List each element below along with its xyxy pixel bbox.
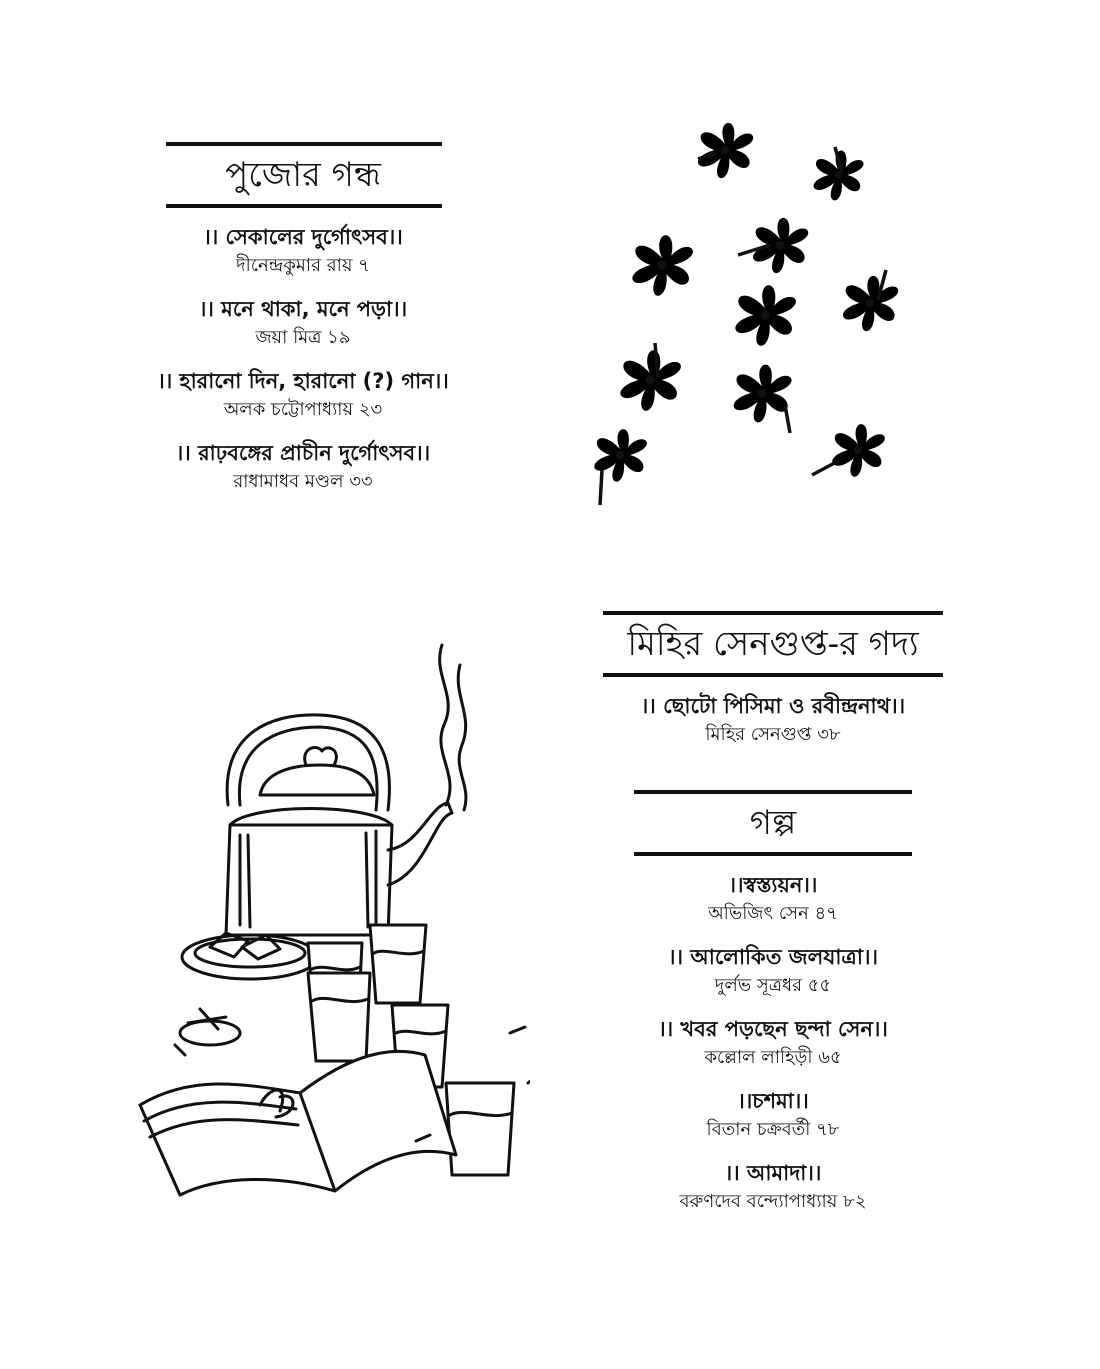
title-rule-bottom (603, 673, 943, 677)
toc-entry[interactable] (150, 222, 456, 280)
entry-title: ।। মনে থাকা, মনে পড়া।। (198, 297, 408, 321)
toc-entry[interactable] (634, 870, 912, 928)
entry-author-page: মিহির সেনগুপ্ত ৩৮ (705, 724, 841, 745)
entry-title: ।। আলোকিত জলযাত্রা।। (668, 945, 878, 969)
toc-entry[interactable] (634, 942, 912, 1000)
entry-title: ।। ছোটো পিসিমা ও রবীন্দ্রনাথ।। (640, 694, 906, 718)
entry-author-page: জয়া মিত্র ১৯ (255, 327, 351, 348)
entry-author-page: অভিজিৎ সেন ৪৭ (708, 903, 838, 924)
section-title: গল্প (749, 803, 797, 843)
entry-author-page: দুর্লভ সূত্রধর ৫৫ (714, 975, 832, 996)
entry-title: ।। সেকালের দুর্গোৎসব।। (203, 225, 403, 249)
toc-entry[interactable] (150, 294, 456, 352)
section-title: মিহির সেনগুপ্ত-র গদ্য (627, 624, 919, 664)
toc-entry[interactable] (634, 1014, 912, 1072)
tea-kettle-cups-book-illustration (130, 635, 530, 1215)
entry-title: ।। খবর পড়ছেন ছন্দা সেন।। (658, 1017, 888, 1041)
entry-title: ।।স্বস্ত্যয়ন।। (728, 873, 818, 897)
entry-title: ।। আমাদা।। (724, 1161, 822, 1185)
entry-author-page: দীনেন্দ্রকুমার রায় ৭ (236, 255, 370, 276)
toc-entry[interactable] (150, 438, 456, 496)
section-puja (150, 142, 456, 496)
toc-entry[interactable] (603, 691, 943, 749)
entry-author-page: বিতান চক্রবর্তী ৭৮ (706, 1119, 840, 1140)
section-golpo (634, 790, 912, 1216)
entry-author-page: বরুণদেব বন্দ্যোপাধ্যায় ৮২ (679, 1191, 867, 1212)
title-rule-bottom (166, 204, 442, 208)
section-title: পুজোর গন্ধ (225, 155, 381, 195)
entry-title: ।।চশমা।। (737, 1089, 809, 1113)
toc-entry[interactable] (150, 366, 456, 424)
toc-entry[interactable] (634, 1158, 912, 1216)
toc-entry[interactable] (634, 1086, 912, 1144)
entry-title: ।। হারানো দিন, হারানো (?) গান।। (157, 369, 449, 393)
entry-author-page: রাধামাধব মণ্ডল ৩৩ (233, 471, 373, 492)
entry-author-page: অলক চট্টোপাধ্যায় ২৩ (223, 399, 383, 420)
flowers-illustration (580, 115, 920, 515)
title-rule-bottom (634, 852, 912, 856)
section-mihir (603, 611, 943, 749)
entry-title: ।। রাঢ়বঙ্গের প্রাচীন দুর্গোৎসব।। (175, 441, 431, 465)
entry-author-page: কল্লোল লাহিড়ী ৬৫ (704, 1047, 842, 1068)
